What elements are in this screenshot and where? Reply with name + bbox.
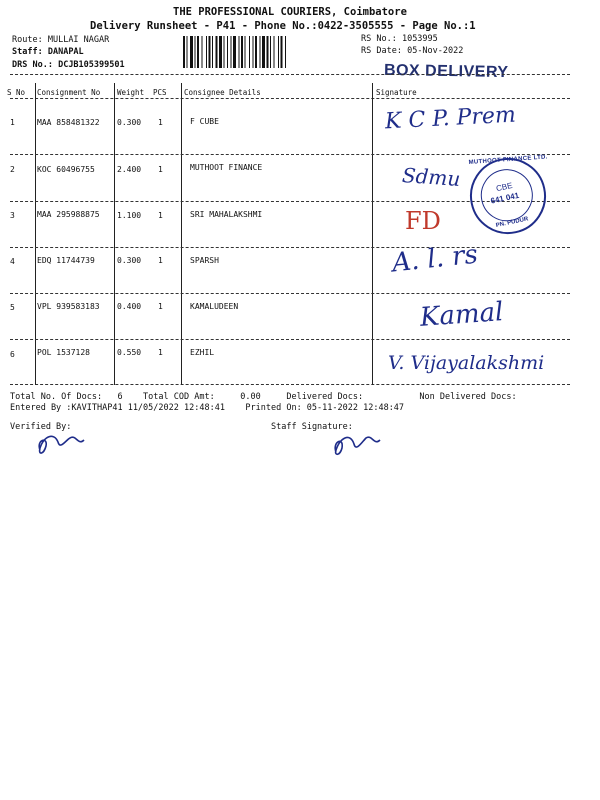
row-pcs: 1: [158, 348, 163, 357]
staff-signature-scribble: [330, 422, 390, 458]
row-sno: 1: [10, 118, 15, 127]
signature-handwritten: V. Vijayalakshmi: [388, 352, 545, 374]
row-separator: [10, 293, 570, 294]
signature-handwritten: Sdmu: [401, 162, 462, 192]
row-sno: 4: [10, 257, 15, 266]
rs-date-label: RS Date:: [361, 46, 402, 56]
divider: [10, 74, 570, 75]
col-header-pcs: PCS: [153, 88, 167, 97]
row-pcs: 1: [158, 302, 163, 311]
rs-no-value: 1053995: [401, 34, 438, 44]
verified-by-label: Verified By:: [10, 422, 72, 432]
company-title: THE PROFESSIONAL COURIERS, Coimbatore: [173, 6, 407, 18]
verified-signature-scribble: [34, 422, 94, 458]
runsheet-title: Delivery Runsheet - P41 - Phone No.:0422-3505555 - Page No.:1: [90, 20, 476, 32]
row-weight: 0.300: [117, 256, 142, 265]
row-consignee: MUTHOOT FINANCE: [190, 163, 263, 172]
row-weight: 1.100: [117, 211, 142, 220]
row-pcs: 1: [158, 165, 163, 174]
col-header-signature: Signature: [376, 88, 417, 97]
row-sno: 2: [10, 165, 15, 174]
row-weight: 2.400: [117, 165, 142, 174]
drs-value: DCJB105399501: [58, 60, 125, 70]
row-separator: [10, 154, 570, 155]
entered-printed-line: Entered By :KAVITHAP41 11/05/2022 12:48:41 Printed On: 05-11-2022 12:48:47: [10, 403, 405, 413]
row-consignment: EDQ 11744739: [37, 256, 95, 265]
row-consignment: KOC 60496755: [37, 165, 95, 174]
staff-signature-label: Staff Signature:: [271, 422, 353, 432]
stamp-ring-text: MUTHOOT FINANCE LTD.: [468, 154, 548, 166]
totals-line: Total No. Of Docs: 6 Total COD Amt: 0.00 Delivered Docs: Non Delivered Docs:: [10, 392, 517, 402]
row-consignee: SPARSH: [190, 256, 219, 265]
staff-label: Staff:: [12, 47, 43, 57]
row-consignee: KAMALUDEEN: [190, 302, 239, 311]
row-consignee: SRI MAHALAKSHMI: [190, 210, 263, 219]
row-consignment: POL 1537128: [37, 348, 90, 357]
muthoot-finance-stamp: [463, 151, 553, 241]
row-weight: 0.550: [117, 348, 142, 357]
row-pcs: 1: [158, 118, 163, 127]
route-label: Route:: [12, 35, 43, 45]
drs-label: DRS No.:: [12, 60, 53, 70]
drs-line: [12, 60, 125, 70]
box-delivery-stamp: BOX DELIVERY: [383, 61, 509, 82]
divider: [10, 384, 570, 385]
rs-no-line: [361, 34, 438, 44]
row-consignee: F CUBE: [190, 117, 219, 126]
rs-no-label: RS No.:: [361, 34, 397, 44]
row-consignee: EZHIL: [190, 348, 215, 357]
route-value: MULLAI NAGAR: [47, 35, 110, 45]
row-pcs: 1: [158, 256, 163, 265]
stamp-center-line1: CBE: [495, 180, 514, 194]
col-header-weight: Weight: [117, 88, 145, 97]
row-consignment: MAA 295988875: [37, 210, 100, 219]
barcode: [183, 36, 355, 68]
signature-handwritten: FD: [405, 207, 441, 235]
rs-date-line: [361, 46, 463, 56]
row-separator: [10, 339, 570, 340]
row-consignment: VPL 939583183: [37, 302, 100, 311]
stamp-center-line2: 641 041: [489, 190, 520, 206]
signature-handwritten: K C P. Prem: [384, 102, 517, 135]
signature-handwritten: A. l. rs: [390, 239, 480, 279]
row-weight: 0.300: [117, 118, 142, 127]
route-line: [12, 35, 109, 45]
row-sno: 5: [10, 303, 15, 312]
rs-date-value: 05-Nov-2022: [407, 46, 464, 56]
staff-value: DANAPAL: [47, 47, 84, 57]
col-header-sno: S No: [7, 88, 26, 97]
col-header-consignee: Consignee Details: [184, 88, 261, 97]
row-consignment: MAA 858481322: [37, 118, 100, 127]
signature-handwritten: Kamal: [419, 297, 505, 333]
col-header-consignment: Consignment No: [37, 88, 101, 97]
staff-line: [12, 47, 84, 57]
row-weight: 0.400: [117, 302, 142, 311]
divider: [10, 98, 570, 99]
row-separator: [10, 247, 570, 248]
row-sno: 6: [10, 350, 15, 359]
row-pcs: 1: [158, 211, 163, 220]
row-sno: 3: [10, 211, 15, 220]
stamp-bottom-text: PN. PUDUR: [495, 216, 529, 230]
